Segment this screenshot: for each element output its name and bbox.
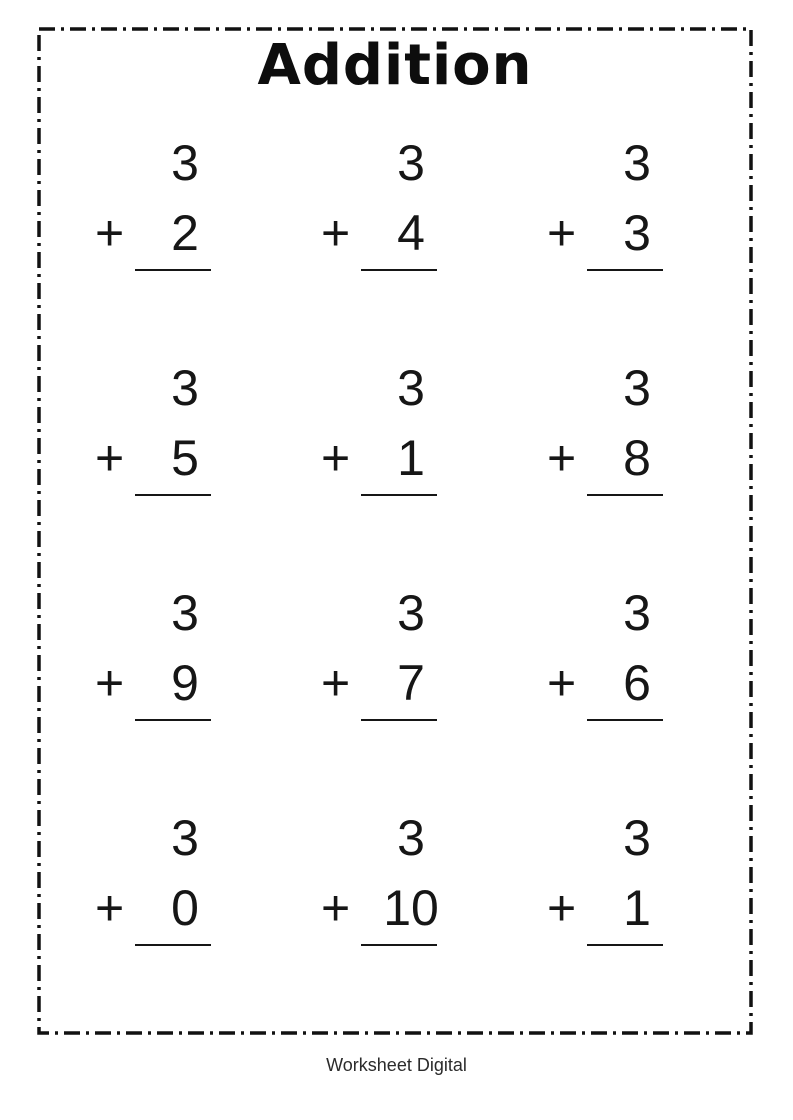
addition-problem [321, 810, 491, 948]
answer-line [361, 269, 437, 271]
bottom-addend: 10 [383, 880, 439, 936]
top-addend: 3 [623, 810, 651, 866]
bottom-addend: 6 [623, 655, 651, 711]
answer-line [587, 719, 663, 721]
answer-line [361, 494, 437, 496]
top-addend: 3 [171, 360, 199, 416]
answer-line [587, 269, 663, 271]
bottom-addend: 9 [171, 655, 199, 711]
addition-problem [321, 135, 491, 273]
plus-operator: + [95, 880, 125, 936]
bottom-addend: 8 [623, 430, 651, 486]
addition-problem [321, 585, 491, 723]
addition-problem [547, 810, 717, 948]
plus-operator: + [95, 205, 125, 261]
bottom-addend: 2 [171, 205, 199, 261]
top-addend: 3 [623, 135, 651, 191]
top-addend: 3 [171, 585, 199, 641]
addition-problem [547, 360, 717, 498]
bottom-addend: 1 [397, 430, 425, 486]
top-addend: 3 [171, 135, 199, 191]
answer-line [587, 944, 663, 946]
addition-problem [95, 135, 265, 273]
addition-problem [95, 585, 265, 723]
top-addend: 3 [171, 810, 199, 866]
answer-line [361, 719, 437, 721]
bottom-addend: 7 [397, 655, 425, 711]
plus-operator: + [321, 205, 351, 261]
addition-problem [95, 360, 265, 498]
top-addend: 3 [397, 360, 425, 416]
top-addend: 3 [623, 360, 651, 416]
plus-operator: + [95, 430, 125, 486]
answer-line [135, 494, 211, 496]
addition-problem [547, 585, 717, 723]
answer-line [587, 494, 663, 496]
plus-operator: + [95, 655, 125, 711]
problems-grid [37, 27, 753, 948]
top-addend: 3 [397, 810, 425, 866]
worksheet-title: Addition [257, 33, 533, 98]
bottom-addend: 3 [623, 205, 651, 261]
plus-operator: + [321, 430, 351, 486]
bottom-addend: 4 [397, 205, 425, 261]
plus-operator: + [547, 655, 577, 711]
answer-line [135, 944, 211, 946]
top-addend: 3 [397, 585, 425, 641]
bottom-addend: 5 [171, 430, 199, 486]
top-addend: 3 [623, 585, 651, 641]
plus-operator: + [547, 430, 577, 486]
addition-problem [547, 135, 717, 273]
top-addend: 3 [397, 135, 425, 191]
addition-problem [321, 360, 491, 498]
plus-operator: + [321, 655, 351, 711]
plus-operator: + [321, 880, 351, 936]
footer-credit: Worksheet Digital [326, 1055, 467, 1075]
answer-line [361, 944, 437, 946]
bottom-addend: 1 [623, 880, 651, 936]
plus-operator: + [547, 205, 577, 261]
addition-problem [95, 810, 265, 948]
answer-line [135, 269, 211, 271]
plus-operator: + [547, 880, 577, 936]
answer-line [135, 719, 211, 721]
bottom-addend: 0 [171, 880, 199, 936]
